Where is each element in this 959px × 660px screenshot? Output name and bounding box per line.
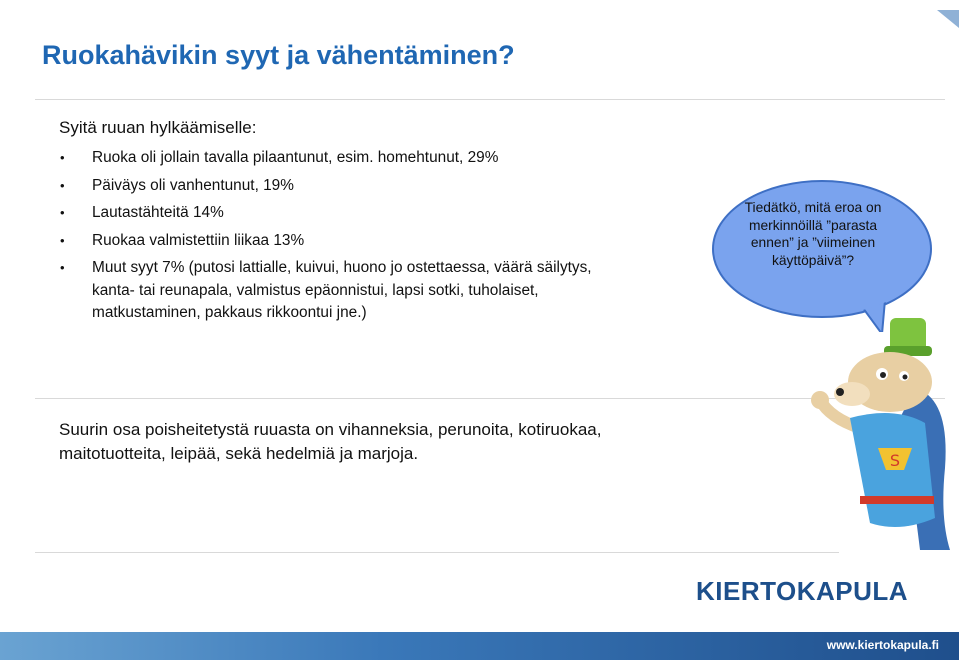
bubble-question: Tiedätkö, mitä eroa on merkinnöillä ”parasta ennen” ja ”viimeinen käyttöpäivä”? <box>744 200 882 268</box>
list-item: • Muut syyt 7% (putosi lattialle, kuivui, huono jo ostettaessa, väärä säilytys, kanta- tai reunapala, valmistus epäonnistui, lapsi sotki, tuholaiset, matkustaminen, pakkaus rikkoontui jne.) <box>60 259 592 321</box>
list-item: • Ruokaa valmistettiin liikaa 13% <box>60 230 620 253</box>
kiertokapula-logo <box>696 576 926 606</box>
bullet-icon: • <box>60 205 65 220</box>
list-item: • Ruoka oli jollain tavalla pilaantunut, esim. homehtunut, 29% <box>60 147 620 170</box>
reasons-list <box>60 147 620 330</box>
slide-title: Ruokahävikin syyt ja vähentäminen? <box>42 40 515 70</box>
svg-text:S: S <box>889 451 901 470</box>
bullet-icon: • <box>60 260 65 275</box>
bottom-divider <box>35 552 839 553</box>
list-item: • Lautastähteitä 14% <box>60 202 620 225</box>
bullet-icon: • <box>60 150 65 165</box>
list-item: • Päiväys oli vanhentunut, 19% <box>60 175 620 198</box>
bullet-icon: • <box>60 232 65 248</box>
footer-bar <box>0 632 959 660</box>
footer-url: www.kiertokapula.fi <box>826 638 939 652</box>
corner-fold-decoration <box>931 0 959 28</box>
logo-wordmark: KIERTOKAPULA <box>696 576 909 606</box>
bullet-icon: • <box>60 177 65 193</box>
title-divider <box>35 99 945 100</box>
summary-text: Suurin osa poisheitetystä ruuasta on vihanneksia, perunoita, kotiruokaa, maitotuotteita, leipää, sekä hedelmiä ja marjoja. <box>59 420 602 463</box>
intro-text: Syitä ruuan hylkäämiselle: <box>59 118 257 137</box>
mascot-illustration <box>800 318 950 550</box>
